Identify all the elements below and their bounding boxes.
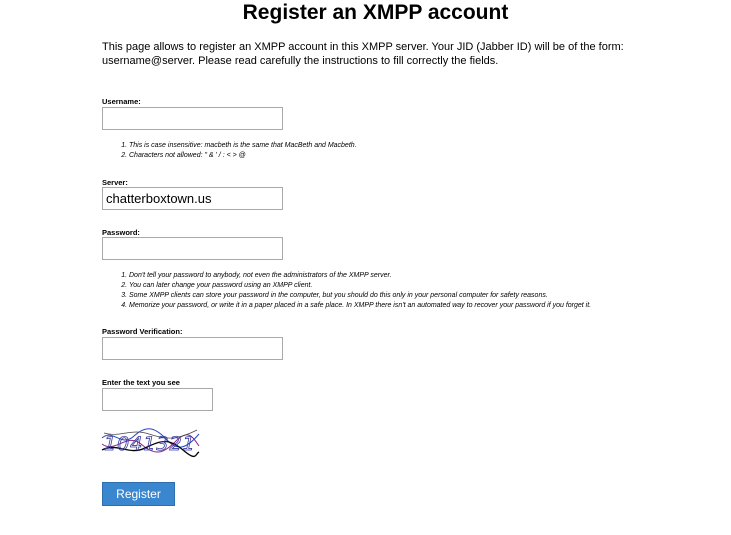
password-label: Password: — [102, 228, 140, 237]
captcha-label: Enter the text you see — [102, 378, 180, 387]
password-notes — [102, 271, 591, 311]
server-input[interactable] — [102, 187, 283, 210]
server-label: Server: — [102, 178, 128, 187]
captcha-input[interactable] — [102, 388, 213, 411]
password-note: 3. Some XMPP clients can store your password in the computer, but you should do this only in your personal computer for safety reasons. — [129, 291, 591, 301]
username-input[interactable] — [102, 107, 283, 130]
username-notes — [102, 141, 357, 161]
captcha-image — [101, 424, 200, 459]
password-verification-input[interactable] — [102, 337, 283, 360]
username-label: Username: — [102, 97, 141, 106]
password-note: 1. Don't tell your password to anybody, not even the administrators of the XMPP server. — [129, 271, 591, 281]
password-note: 4. Memorize your password, or write it in a paper placed in a safe place. In XMPP there isn't an automated way to recover your password if you forget it. — [129, 301, 591, 311]
username-note: 1. This is case insensitive: macbeth is the same that MacBeth and Macbeth. — [129, 141, 357, 151]
register-button[interactable]: Register — [102, 482, 175, 506]
captcha-image-text: 1041321 — [104, 433, 196, 455]
password-note: 2. You can later change your password using an XMPP client. — [129, 281, 591, 291]
password-input[interactable] — [102, 237, 283, 260]
page-title: Register an XMPP account — [242, 1, 509, 24]
password-verification-label: Password Verification: — [102, 327, 183, 336]
username-note: 2. Characters not allowed: " & ' / : < > @ — [129, 151, 357, 161]
intro-text: This page allows to register an XMPP account in this XMPP server. Your JID (Jabber ID) will be of the form: username@server. Please read carefully the instructions to fill correctly the fields. — [102, 41, 624, 67]
